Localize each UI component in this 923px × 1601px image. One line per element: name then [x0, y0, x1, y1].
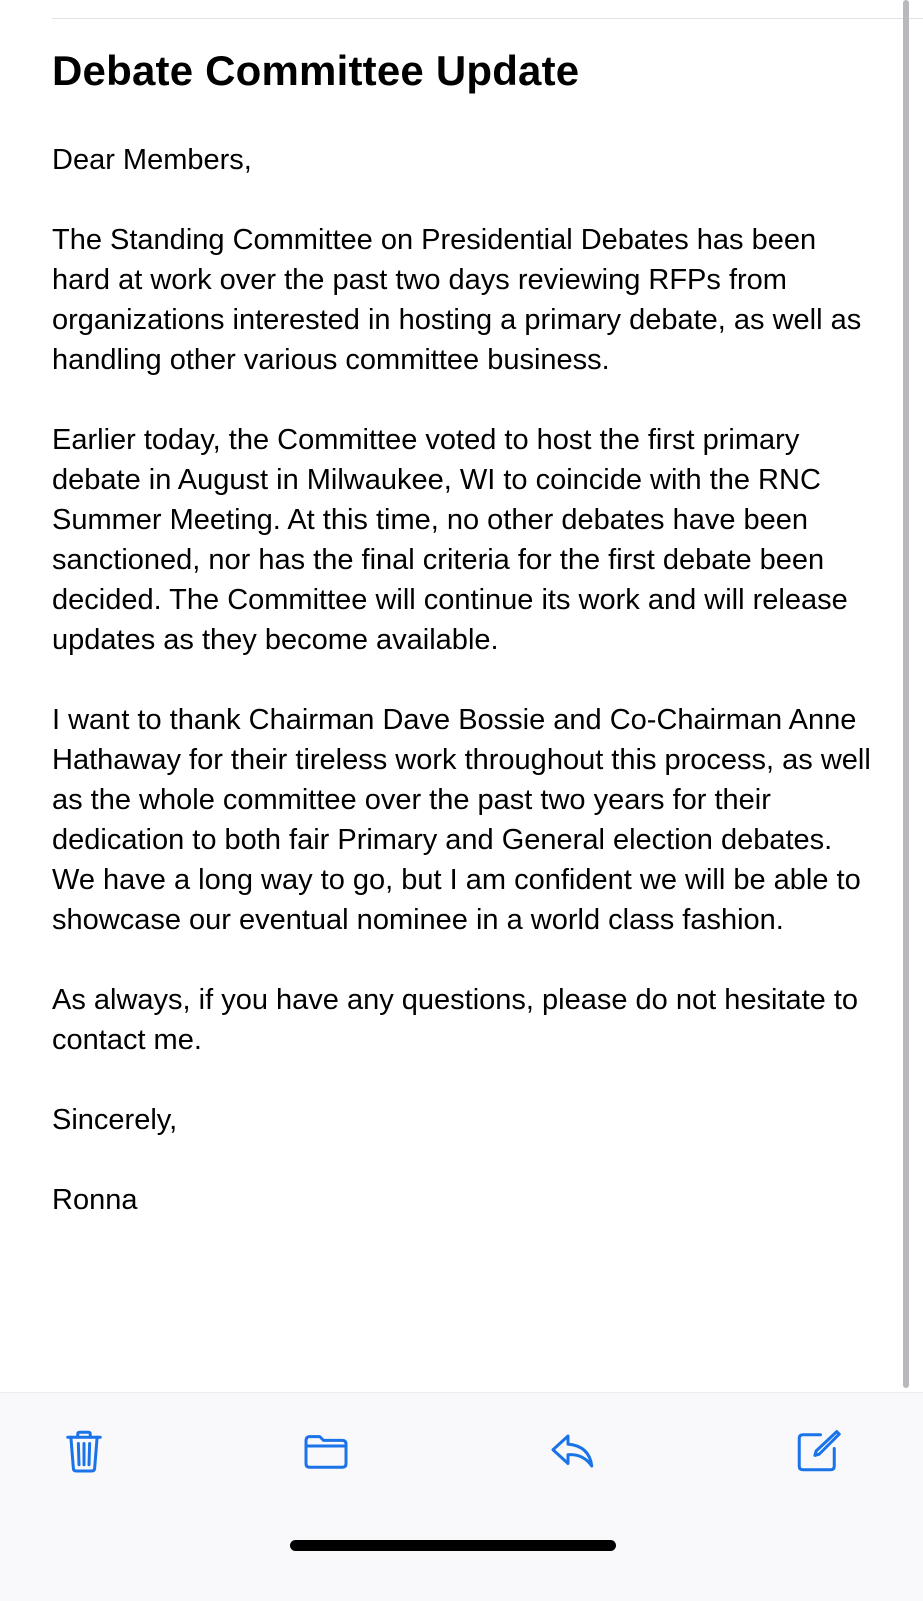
- trash-button[interactable]: [56, 1423, 112, 1479]
- message-paragraph-2: Earlier today, the Committee voted to host the first primary debate in August in Milwaukee, WI to coincide with the RNC Summer Meeting. At this time, no other debates have been sanctioned, nor has the final criteria for the first debate been decided. The Committee will continue its work and will release updates as they become available.: [52, 424, 848, 656]
- trash-icon: [59, 1426, 109, 1476]
- message-subject: Debate Committee Update: [52, 47, 580, 94]
- top-divider: [52, 18, 923, 19]
- reply-button[interactable]: [545, 1423, 601, 1479]
- message-paragraph-3: I want to thank Chairman Dave Bossie and Co-Chairman Anne Hathaway for their tireless work throughout this process, as well as the whole committee over the past two years for their dedication to both fair Primary and General election debates. We have a long way to go, but I am confident we will be able to showcase our eventual nominee in a world class fashion.: [52, 704, 871, 936]
- message-paragraph-1: The Standing Committee on Presidential Debates has been hard at work over the past two days reviewing RFPs from organizations interested in hosting a primary debate, as well as handling other various committee business.: [52, 224, 862, 376]
- compose-button[interactable]: [790, 1423, 846, 1479]
- scroll-indicator[interactable]: [903, 0, 909, 1388]
- compose-icon: [793, 1426, 843, 1476]
- message-signature: Ronna: [52, 1184, 138, 1216]
- folder-icon: [301, 1426, 351, 1476]
- message-paragraph-4: As always, if you have any questions, please do not hesitate to contact me.: [52, 984, 859, 1056]
- reply-icon: [548, 1426, 598, 1476]
- message-body: [52, 42, 872, 1220]
- message-signoff: Sincerely,: [52, 1104, 178, 1136]
- bottom-toolbar: [0, 1392, 923, 1601]
- message-greeting: Dear Members,: [52, 144, 252, 176]
- home-indicator[interactable]: [290, 1540, 616, 1551]
- move-to-folder-button[interactable]: [298, 1423, 354, 1479]
